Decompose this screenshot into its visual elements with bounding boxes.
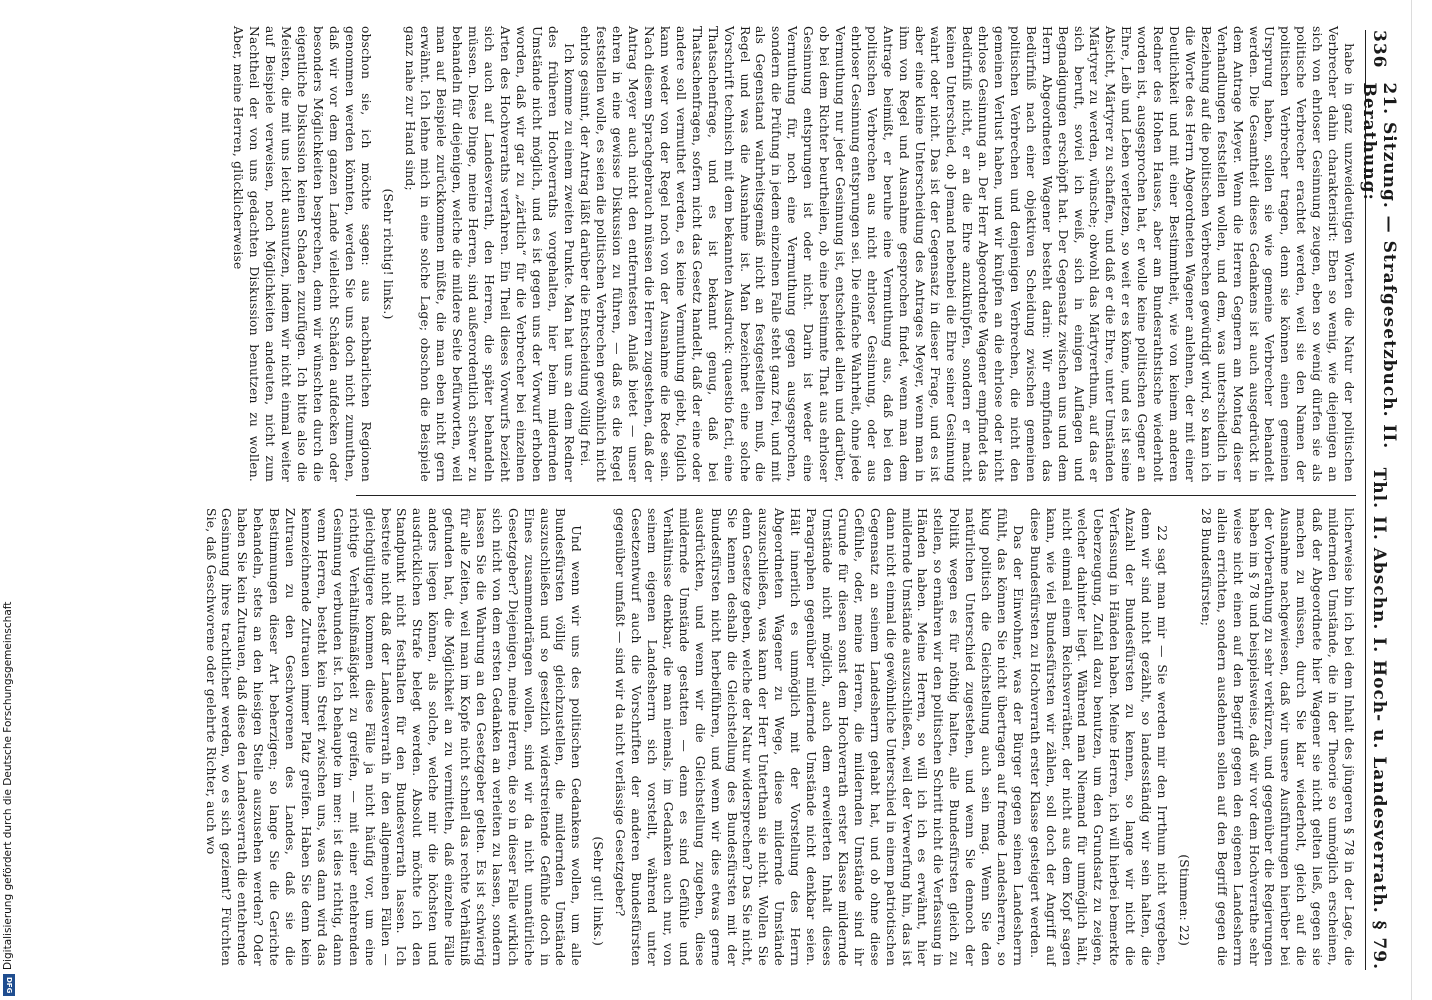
applause-note: (Sehr gut! links.) bbox=[591, 836, 606, 946]
applause-note: (Sehr richtig! links.) bbox=[380, 188, 395, 320]
page-title: 21. Sitzung. — Strafgesetzbuch. II. Berathung: bbox=[1359, 82, 1399, 450]
page-number: 336 bbox=[1369, 30, 1389, 69]
scanned-page bbox=[92, 26, 1399, 978]
paragraph: obschon sie, ich möchte sagen: aus nachbarlichen Regionen genommen werden könnten, werden Sie uns doch nicht zumuthen, daß wir vor dem ganzen Lande vielleicht Schäden aufdecken oder besonders Möglichkeiten besprechen, denn wir wünschten durch die eigentliche Diskussion keinen Schaden zuzufügen. Ich bitte also die Meisten, die mit uns leicht ausnutzen, indem wir nicht einmal weiter auf Beispiele verweisen, noch Möglichkeiten andeuten, nicht zum Nachtheil der von uns gedachten Diskussion benutzen zu wollen. Aber, meine Herren, glücklicherweise bbox=[231, 26, 373, 482]
paragraph: 22 sagt man mir — Sie werden mir den Irrthum nicht vergeben, denn wir sind nicht gezählt, so landesständig wir sein halten, die Anzahl der Bundesfürsten zu kennen, so lange wir nicht die Verfassung in Händen haben. Meine Herren, ich will hierbei bemerkte Ueberzeugung, Zufall dazu benutzen, um den Grundsatz zu zeigen, welcher dahinter liegt. Während man Niemand für unmöglich hält, nicht einmal einem Reichsverräther, der nicht aus dem Kopf sagen kann, wie viel Bundesfürsten wir zählen, soll doch der Angriff auf diese Bundesfürsten zu Hochverrath erster Klasse gesteigert werden. bbox=[1027, 508, 1170, 966]
scan-edge bbox=[1411, 0, 1412, 1000]
credit-text: Digitalisierung gefördert durch die Deutsche Forschungsgemeinschaft bbox=[2, 601, 14, 970]
right-column bbox=[203, 508, 1356, 966]
section-heading: Thl. II. Abschn. I. Hoch- u. Landesverrath. § 79. bbox=[1369, 467, 1389, 970]
column-divider bbox=[356, 495, 1356, 496]
paragraph: habe in ganz unzweideutigen Worten die Natur der politischen Verbrecher dahin charakterisirt: Eben so wenig, wie diejenigen an sich von ehrloser Gesinnung zeugen, eben so wenig dürfen sie als politische Verbrecher erachtet werden, weil sie den Namen der politischen Verbrecher tragen, denn sie können einen gemeinen Ursprung haben, sollen sie wie gemeine Verbrecher behandelt werden. Die Gesamtheit dieses Gedankens ist auch ausgedrückt in dem Antrage Meyer. Wenn die Herren Gegnern am Montag dieser Verhandlungen feststellen wollen, und dem, was unterschiedlich in Beziehung auf die politischen Verbrechen gewürdigt wird, so kann ich die Worte des Herrn Abgeordneten Wagener anlehnen, der mit einer Deutlichkeit und mit einer Bestimmtheit, wie von keinem anderen Redner des Hohen Hauses, aber am Bundesrathstische wiederholt worden ist, ausgesprochen hat, er wolle keine politischen Gegner an Ehre, Leib und Leben verletzen, so weit er es könne, und es ist seine Absicht, Märtyrer zu schaffen, und daß er die Ehre, unter Umständen Märtyrer zu werden, wünsche; obwohl das Märtyrerthum, auf das er sich beruft, soviel ich weiß, sich in einigen Auflagen und Begnadigungen erschöpft hat. Der Gegensatz zwischen uns und dem Herrn Abgeordneten Wagener besteht darin: Wir empfinden das Bedürfniß nach einer objektiven Scheidung zwischen gemeinen politischen Verbrechen und denjenigen Verbrechen, die nicht den gemeinen Verlust haben, und wir knüpfen an die ehrlose oder nicht ehrlose Gesinnung an. Der Herr Abgeordnete Wagener empfindet das Bedürfniß nicht, er an die Ehre anzuknüpfen, sondern er macht keinen Unterschied, ob Jemand nebenbei die Ehre seiner Gesinnung wahrt oder nicht. Das ist der Gegensatz in dieser Frage, und es ist aber eine kleine Unterscheidung des Antrages Meyer, wenn man in ihm von Regel und Ausnahme gesprochen findet, wenn man dem Antrage beimißt, er beruhe eine Vermuthung aus, daß bei den politischen Verbrechen aus nicht ehrloser Gesinnung, oder aus ehrloser Gesinnung entsprungen sei. Die einfache Wahrheit, ohne jede Vermuthung nur jeder Gesinnung ist, entscheidet allein und darüber, ob bei dem Richter beurtheilen, ob eine bestimmte That aus ehrloser Gesinnung entsprungen ist oder nicht. Darin ist weder eine Vermuthung für, noch eine Vermuthung gegen ausgesprochen, sondern die Prüfung in jedem einzelnen Falle steht ganz frei, und mit als Gegenstand wahrheitsgemäß nicht an festgestellten muß, die Regel und was die Ausnahme ist. Man bezeichnet eine solche Vorschrift technisch mit dem bekannten Ausdruck: quaestio facti, eine Thatsachenfrage, und es ist bekannt genug, daß bei Thatsachenfragen, sofern nicht das Gesetz handelt, daß der eine oder andere soll vermuthet werden, es keine Vermuthung giebt, folglich kann weder von der Regel noch von der Ausnahme die Rede sein. Nach diesem Sprachgebrauch müssen die Herren zugestehen, daß der Antrag Meyer auch nicht den entferntesten Anlaß bietet — unser ehren in eine gewisse Diskussion zu führen, — daß es die Regel feststellen wolle, es seien die politischen Verbrechen gewöhnlich nicht ehrlos gesinnt, der Antrag läßt darüber die Entscheidung völlig frei. bbox=[578, 26, 1356, 482]
paragraph: Und wenn wir uns des politischen Gedankens wollen, um alle Bundesfürsten völlig gleichzustellen, die mildernden Umstände auszuschließen und so gesetzlich widerstreitende Gefühle doch in Eines zusammendrängen wollen, sind wir da nicht unnatürliche Gesetzgeber? Diejenigen, meine Herren, die so in dieser Falle wirklich sich nicht von dem ersten Gedanken an verleiten zu lassen, sondern lassen Sie die Wahrung an den Gesetzgeber gelten. Es ist schwierig für alle Zeiten, weil man im Kopfe nicht schnell das rechte Verhältniß gefunden hat, die Möglichkeit an zu vermitteln, daß einzelne Fälle anders liegen können, als solche, welche mir die höchsten und ausdrücklichen Strafe belegt werden. Absolut möchte ich den Standpunkt nicht festhalten für den Bundesverrath lassen. Ich bestreite nicht daß der Landesverrath in den allgemeinen Fällen — gleichgültigere kommen diese Fälle ja nicht häufig vor, um eine richtige Verhältnißmäßigkeit zu greifen, — mit einer entehrenden Gesinnung verbunden ist. Ich behaupte im mer: ist dies richtig, dann wenn Herren, besteht kein Streit zwischen uns, was dann wird das kennzeichnende Zutrauen immer Platz greifen. Haben Sie denn kein Zutrauen zu den Geschworenen des Landes, daß sie die Bestimmungen dieser Art beherzigen; so lange Sie die Gerichte behandeln, stets an den hiesigen Stelle auszusehen werden? Oder haben Sie kein Zutrauen, daß diese den Landesverrath die entehrende Gesinnung ihres trachtlicher werden, wo es sich geziemt? Fürchten Sie, daß Geschworene oder gelehrte Richter, auch wo bbox=[203, 508, 584, 966]
paragraph: Ich komme zu einem zweiten Punkte. Man hat uns an dem Redner des früheren Hochverraths vorgehalten, hier beim mildernden Umstände nicht möglich, und es ist gegen uns der Vorwurf erhoben worden, daß wir gar zu „zärtlich“ für die Verbrecher bei einzelnen Arten des Hochverraths verfahren. Ein Theil dieses Vorwurfs bezieht sich auch auf Landesverrath, den Herren, die später behandeln müssen. Diese Dinge, meine Herren, sind außerordentlich schwer zu behandeln für diejenigen, welche die mildere Seite befürworten, weil man auf Beispiele zurückkommen müßte, die man eben nicht gern erwähnt. Ich lehne mich in eine solche Lage; obschon die Beispiele ganz nahe zur Hand sind; bbox=[402, 26, 576, 482]
voices-note: (Stimmen: 22) bbox=[1176, 854, 1191, 946]
left-column bbox=[231, 26, 1356, 482]
digitization-credit bbox=[0, 30, 18, 1000]
paragraph: Das der Einwohner, was der Bürger gegen seinen Landesherrn fühlt, das können Sie nicht übertragen auf fremde Landesherren, so klug politisch die Gleichstellung auch sein mag. Wenn Sie den natürlichen Unterschied zugestehen, und wenn Sie dennoch der Politik wegen es für nöthig halten, alle Bundesfürsten gleich zu stellen, so ernähren wir den politischen Schritt nicht die Verfassung in Händen haben. Meine Herren, so will ich ich es erwähnt, hier mildernde Umstände auszuschließen, weil der Verwerfung hin, das ist dann nicht einmal die gewöhnliche Unterschied in einem patriotischen Gegensatz an seinem Landesherrn gehabt hat, und ob ohne diese Gefühle, oder, meine Herren, die mildernden Umstände sind ihr Grunde für diesen sonst dem Hochverrath erster Klasse mildernde Umstände nicht möglich, auch dem erweiterten Inhalt dieses Paragraphen gegenüber mildernde Umstände nicht denkbar seien. Hält innerlich es unmöglich mit der Vorstellung des Herrn Abgeordneten Wagener zu Wege, diese mildernde Umstände auszuschließen, was kann der Herr Unterthan sie nicht. Wollen Sie denn Gesetze geben, welche der Natur widersprechen? Das Sie nicht, Sie kennen deshalb die Gleichstellung des Bundesfürsten mit der Bundesfürsten nicht herbeiführen, und wenn wir dies etwas gerne ausdrückten, und wenn wir die Gleichstellung zugeben, diese mildernde Umstände gestatten — denn es sind Gefühle und Verhältnisse denkbar, die man niemals, im Gedanken auch nur, von seinem eigenen Landesherrn sich vorstellt, während unter Gesetzentwurf auch die Vorschriften der anderen Bundesfürsten gegenüber umfaßt — sind wir da nicht verlässige Gesetzgeber? bbox=[613, 508, 1025, 966]
paragraph: licherweise bin ich bei dem Inhalt des jüngeren § 78 in der Lage, die mildernden Umstände, die in der Theorie so unmöglich erscheinen, daß der Abgeordnete hier Wagener sie nicht gelten ließ, gegen sie machen zu müssen, durch Sie klar wiederholt, gleich auf die Ausnahme nachgewiesen, daß wir unsere Ausführungen hierüber bei der Vorberathung zu sehr verkürzen, und gegenüber die Regierungen haben im § 78 und beispielsweise, daß wir vor dem Hochverrathe sehr weise nicht einen auf den Begriff gegen den eigenen Landesherrn allein errichten, sondern ausdehnen sollen auf den Begriff gegen die 28 Bundesfürsten; bbox=[1198, 508, 1356, 966]
dfg-logo-icon: DFG bbox=[3, 974, 15, 996]
running-head bbox=[1359, 30, 1399, 970]
